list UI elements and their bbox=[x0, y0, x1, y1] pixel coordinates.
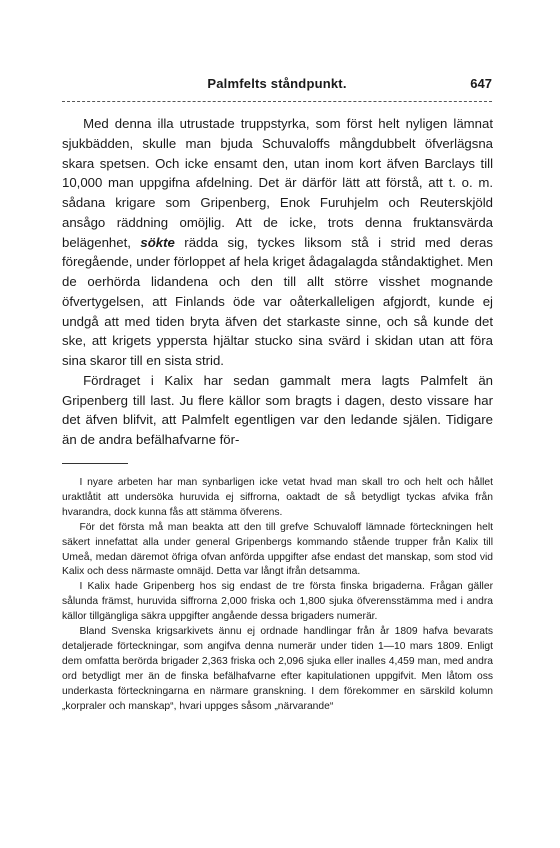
footnote-separator bbox=[62, 463, 128, 464]
footnote: Bland Svenska krigsarkivets ännu ej ordnade handlingar från år 1809 hafva bevarats detaljerade förteckningar, som angifva denna numerär under tiden 1—10 mars 1809. Enligt dem omfatta berörda brigader 2,363 friska och 2,096 sjuka eller inalles 4,459 man, med andra ord betydligt mer än de finska befälhafvarne efter kapitulationen uppgifvit. Men låtom oss underkasta förteckningarna en närmare granskning. I dem förekommer en särskild kolumn „korpraler och manskap“, hvari uppges såsom „närvarande“ bbox=[62, 626, 493, 712]
header-rule bbox=[62, 101, 492, 102]
paragraph-text: Med denna illa utrustade truppstyrka, som först helt nyligen lämnat sjukbädden, skulle man bjuda Schuvaloffs mångdubbelt öfverlägsna skara spetsen. Och icke ensamt den, utan inom kort äfven Barclays till 10,000 man uppgifna afdelning. Det är därför lätt att förstå, att t. o. m. sådana krigare som Gripenberg, Enok Furuhjelm och Reuterskjöld ansågo räddning omöjlig. Att de icke, trots denna fruktansvärda belägenhet, bbox=[62, 116, 493, 250]
footnote: I nyare arbeten har man synbarligen icke vetat hvad man skall tro och helt och hållet uraktlåtit att undersöka huruvida ej siffrorna, oaktadt de så betydligt tyckas afvika från hvarandra, dock kunna fås att stämma öfverens. bbox=[62, 477, 493, 518]
page-header bbox=[62, 76, 492, 100]
main-text bbox=[62, 114, 493, 450]
footnote: För det första må man beakta att den till grefve Schuvaloff lämnade förteckningen helt säkert innefattat alla under general Gripenbergs kommando stående trupper från Kalix till Umeå, medan däremot öfriga ofvan anförda uppgifter afse endast det manskap, som stod vid Kalix och dess närmaste omnäjd. Detta var långt ifrån detsamma. bbox=[62, 521, 493, 578]
footnote: I Kalix hade Gripenberg hos sig endast de tre första finska brigaderna. Frågan gäller sålunda främst, huruvida siffrorna 2,000 friska och 1,800 sjuka öfverensstämma med i andra källor tillgängliga säkra uppgifter angående dessa brigaders numerär. bbox=[62, 581, 493, 623]
paragraph bbox=[62, 114, 493, 371]
emphasis-text: sökte bbox=[140, 234, 175, 250]
paragraph-text: rädda sig, tyckes liksom stå i strid med deras föregående, under förloppet af hela kriget ådagalagda ståndaktighet. Men de oerhörda lidandena och den till allt större visshet mognande öfvertygelsen, att Finlands öde var oåterkalleligen afgjordt, kunde ej undgå att med tiden bryta äfven det starkaste sinne, och så kunde det ske, att krigets yppersta hjältar stucko sina svärd i skidan utan att föra sina skaror till en sista strid. bbox=[62, 234, 493, 368]
emphasized-word bbox=[140, 235, 174, 250]
running-title: Palmfelts ståndpunkt. bbox=[207, 76, 347, 91]
page-number: 647 bbox=[470, 76, 492, 91]
paragraph: Fördraget i Kalix har sedan gammalt mera lagts Palmfelt än Gripenberg till last. Ju flere källor som bragts i dagen, desto vissare har det äfven blifvit, att Palmfelt egentligen var den ledande själen. Tidigare än de andra befälhafvarne för- bbox=[62, 372, 493, 447]
footnotes bbox=[62, 476, 493, 715]
